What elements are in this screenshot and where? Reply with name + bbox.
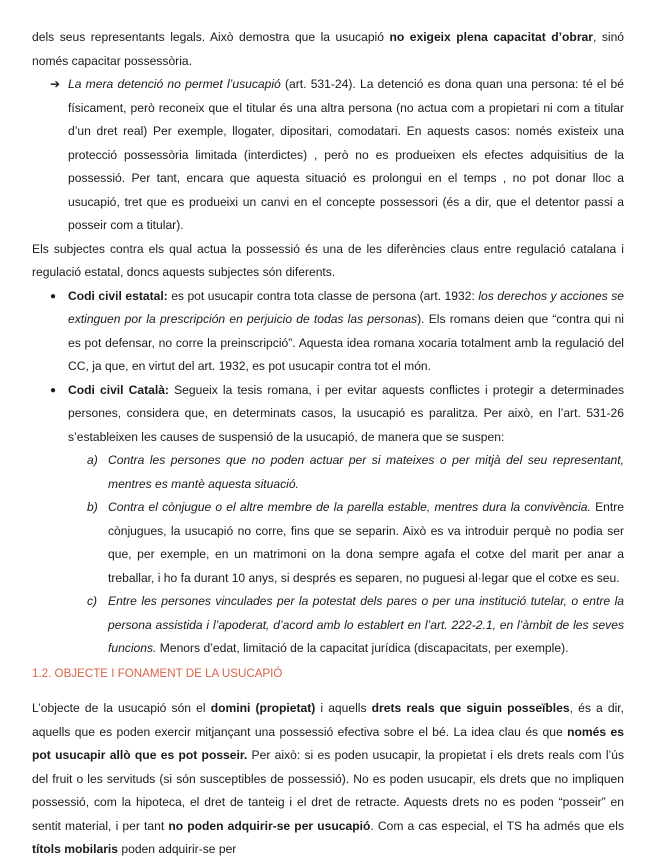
section-heading: 1.2. OBJECTE I FONAMENT DE LA USUCAPIÓ [32,666,283,680]
bullet-icon: ● [50,290,57,302]
paragraph-intro: dels seus representants legals. Això demostra que la usucapió no exigeix plena capacitat d’obrar, sinó només capacitar possessòria. [32,30,625,68]
sub-item-c: c) Entre les persones vinculades per la potestat dels pares o per una institució tutelar, o entre la persona assistida i l’apoderat, d’acord amb lo establert en l’art. 222-2.1, en l’àmbit de les seves funcions. Menors d’edat, limitació de la capacitat jurídica (discapacitats, per exemple). [32,590,624,661]
list-marker: a) [87,453,98,467]
arrow-list-item-detention: ➔ La mera detenció no permet l’usucapió (art. 531-24). La detenció es dona quan una persona: té el bé físicament, però reconeix que el titular és una altra persona (no actua com a propietari ni com a titular d’un dret real) Per exemple, llogater, dipositari, comodatari. En aquests casos: només existeix una protecció possessòria limitada (interdictes) , però no es produeixen els efectes adquisitius de la possessió. Per tant, encara que aquesta situació es prolongui en el temps , no pot donar lloc a usucapió, tret que es produeixi un canvi en el concepte possessori (és a dir, que el detentor passi a posseir com a titular). [32,73,624,238]
list-marker: b) [87,500,98,514]
paragraph-subjects: Els subjectes contra els qual actua la possessió és una de les diferències claus entre regulació catalana i regulació estatal, doncs aquests subjectes són diferents. [32,241,624,279]
document-page [32,26,624,862]
paragraph-object: L’objecte de la usucapió són el domini (propietat) i aquells drets reals que siguin posseïbles, és a dir, aquells que es poden exercir mitjançant una possessió efectiva sobre el bé. La idea clau és que només es pot usucapir allò que es pot posseir. Per això: si es poden usucapir, la propietat i els drets reals com l’ús del fruit o les servituds (si són susceptibles de possessió). No es poden usucapir, els drets que no impliquen possessió, com la hipoteca, el dret de tanteig i el dret de retracte. Aquests drets no es poden “posseir” en sentit material, i per tant no poden adquirir-se per usucapió. Com a cas especial, el TS ha admés que els títols mobilaris poden adquirir-se per [32,701,624,856]
sub-item-b: b) Contra el cònjugue o el altre membre de la parella estable, mentres dura la convivència. Entre cònjugues, la usucapió no corre, fins que se separin. Això es va introduir perquè no podia ser que, per exemple, en un matrimoni on la dona sempre agafa el cotxe del marit per anar a treballar, i ho fa durant 10 anys, si després es separen, no puguesi al·legar que el cotxe es seu. [32,496,624,590]
arrow-icon: ➔ [50,77,61,91]
bullet-item-catala: ● Codi civil Català: Segueix la tesis romana, i per evitar aquests conflictes i protegir a determinades persones, considera que, en determinats casos, la usucapió es paralitza. Per això, en l’art. 531-26 s’estableixen les causes de suspensió de la usucapió, de manera que se suspen: [32,379,624,450]
list-marker: c) [87,594,98,608]
sub-item-a: a) Contra les persones que no poden actuar per si mateixes o per mitjà del seu representant, mentres es mantè aquesta situació. [32,449,624,496]
bullet-item-estatal: ● Codi civil estatal: es pot usucapir contra tota classe de persona (art. 1932: los derechos y acciones se extinguen por la prescripción en perjuicio de todas las personas). Els romans deien que “contra qui ni es pot defensar, no corre la preinscripció”. Aquesta idea romana xocaria totalment amb la regulació del CC, ja que, en virtut del art. 1932, es pot usucapir contra tot el món. [32,285,624,379]
emphasis-capacity: no exigeix plena capacitat d’obrar [389,30,593,44]
bullet-icon: ● [50,384,57,396]
